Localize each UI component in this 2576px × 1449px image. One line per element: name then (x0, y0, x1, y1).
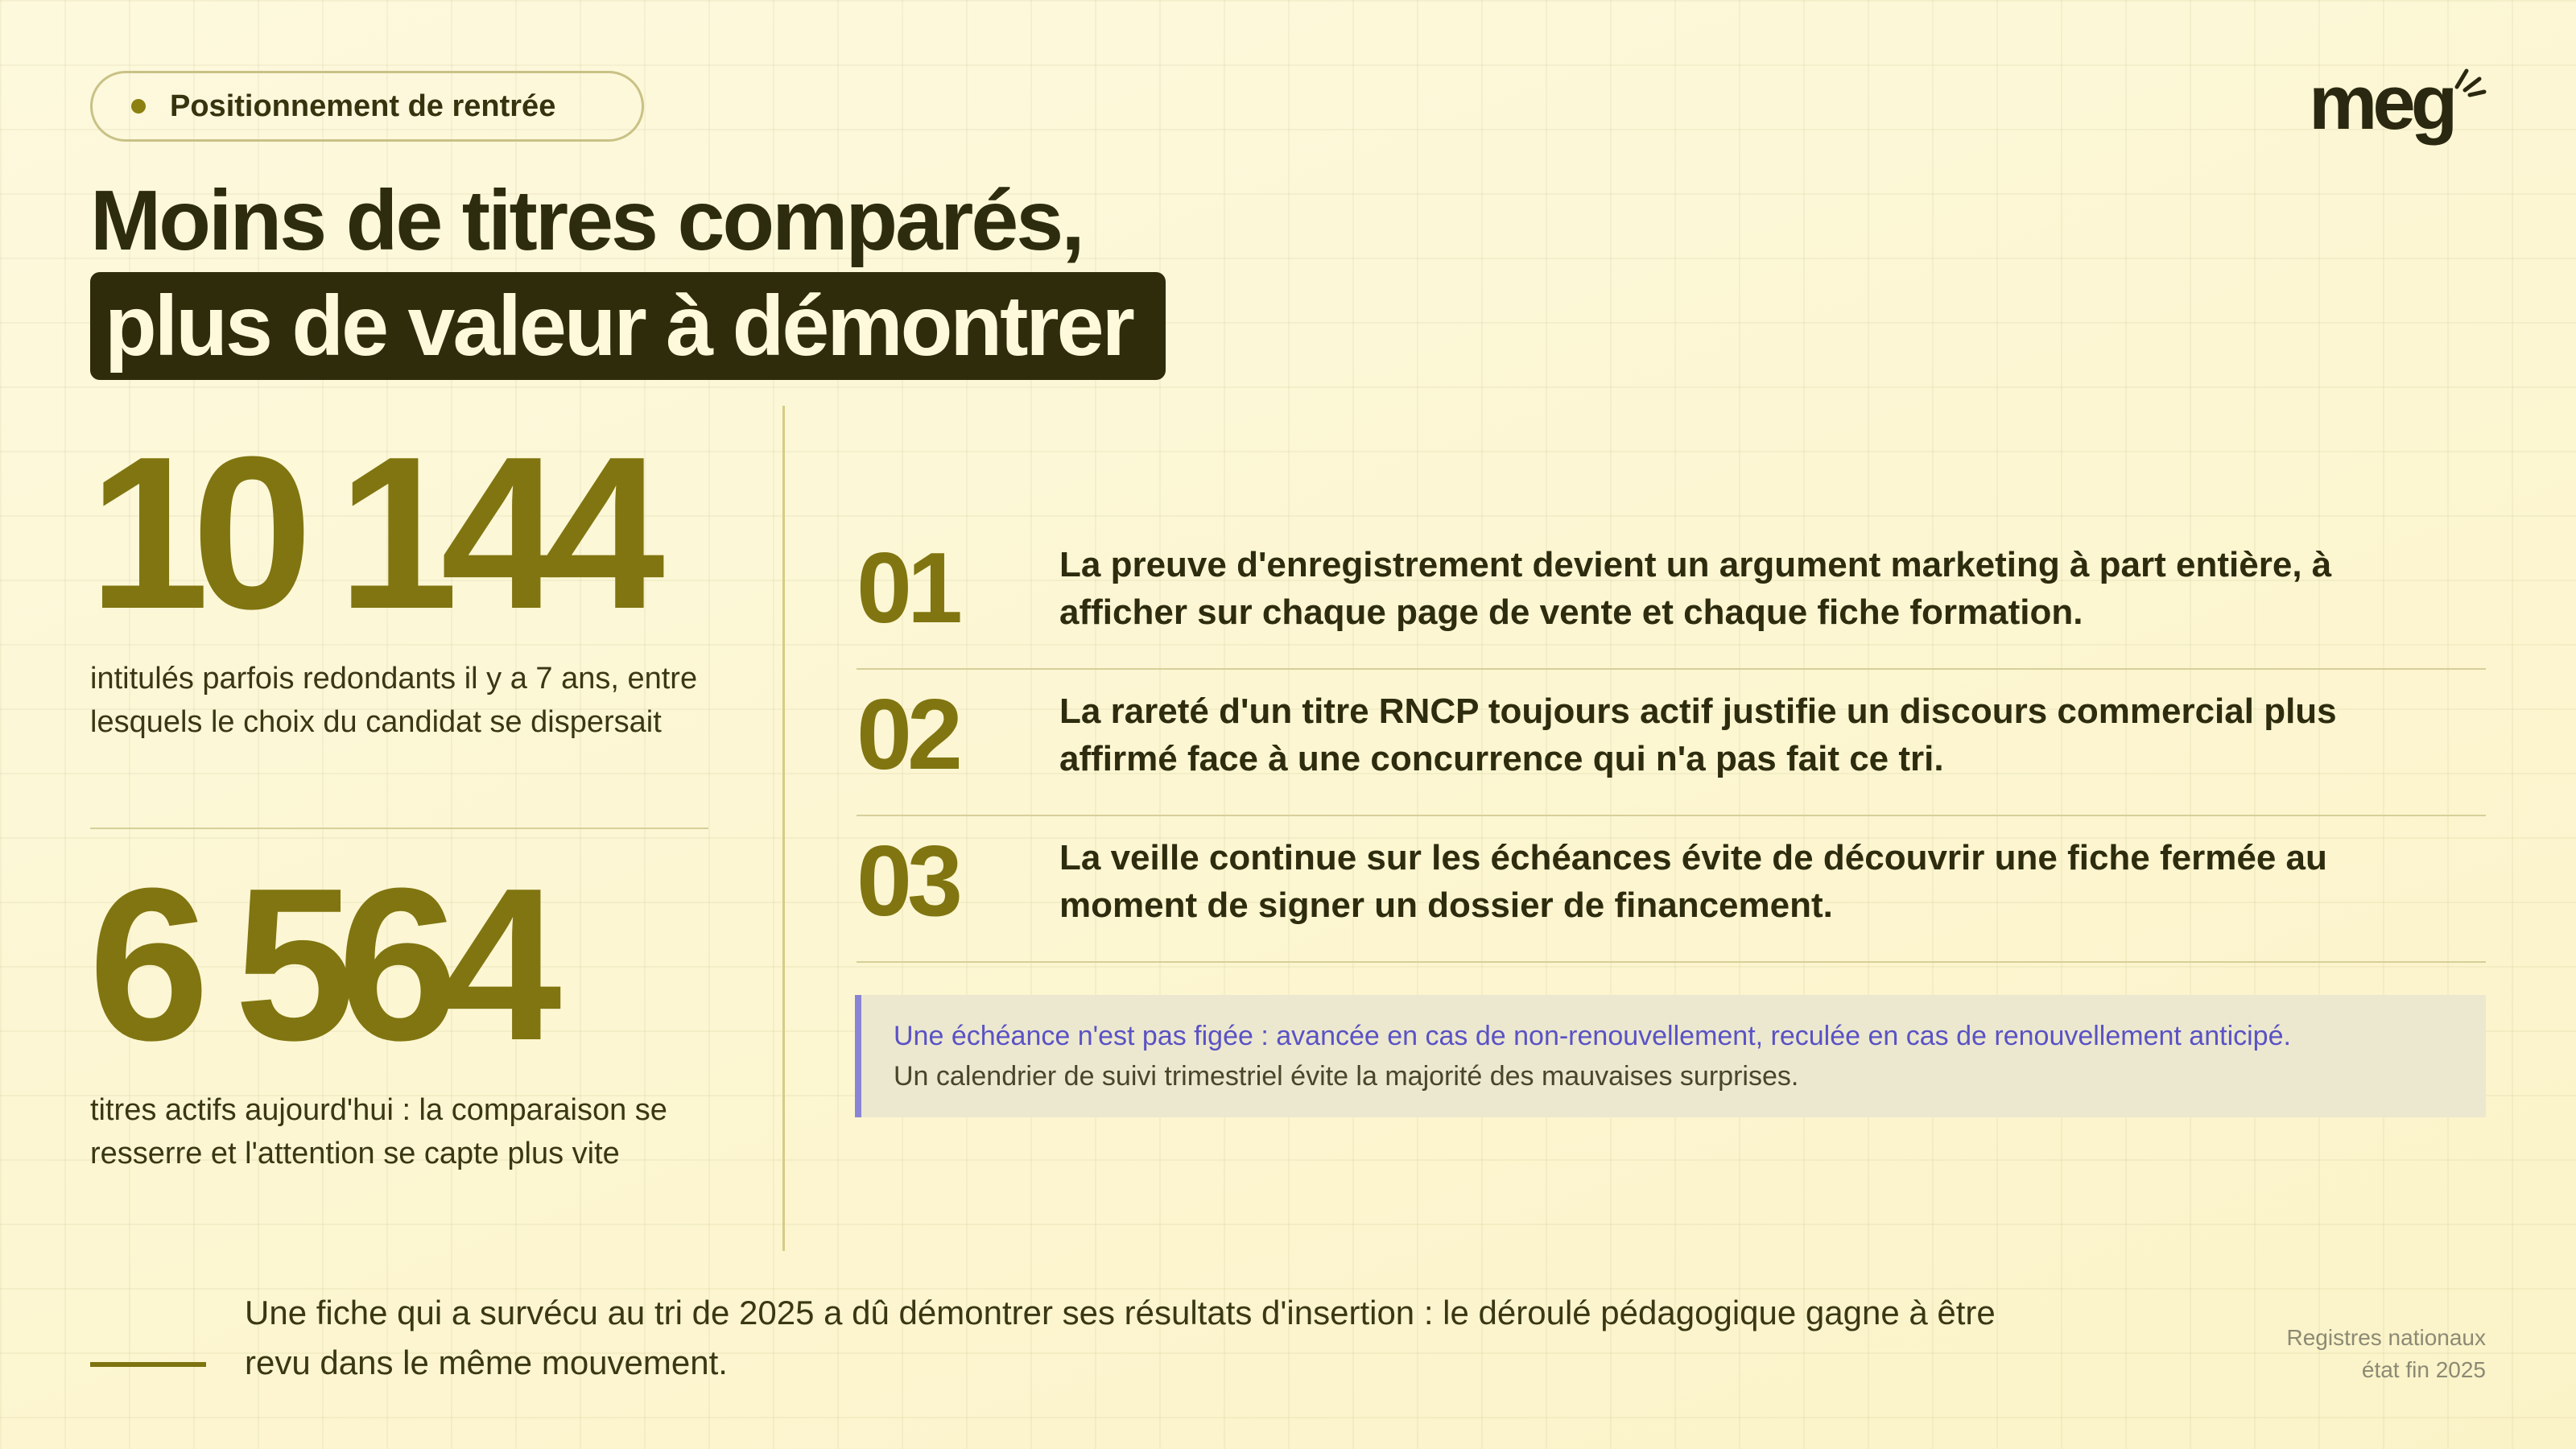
point-number: 03 (857, 826, 958, 937)
page-title-line-2 (90, 272, 1166, 380)
stat-value-before: 10 144 (89, 412, 647, 654)
stat-value-now: 6 564 (89, 844, 544, 1086)
note-callout (855, 995, 2486, 1117)
point-item (857, 662, 2486, 808)
point-text: La preuve d'enregistrement devient un argument marketing à part entière, à afficher sur chaque page de vente et chaque fiche formation. (1059, 545, 2332, 632)
logo-wordmark: meg (2309, 60, 2454, 146)
column-divider (782, 406, 785, 1251)
footer-accent-line (90, 1362, 206, 1367)
point-item (857, 515, 2486, 662)
page-title-line-1: Moins de titres comparés, (90, 173, 1083, 268)
note-highlight: Une échéance n'est pas figée : avancée en cas de non-renouvellement, reculée en cas de renouvellement anticipé. (894, 1021, 2291, 1051)
divider (857, 961, 2486, 963)
divider (90, 828, 708, 829)
point-item (857, 808, 2486, 955)
source-note (2287, 1322, 2486, 1386)
section-badge (90, 71, 644, 142)
stat-description-now: titres actifs aujourd'hui : la comparaison se resserre et l'attention se capte plus vite (90, 1093, 667, 1170)
footer-text: Une fiche qui a survécu au tri de 2025 a dû démontrer ses résultats d'insertion : le déroulé pédagogique gagne à être revu dans le même mouvement. (245, 1294, 1996, 1381)
section-badge-label: Positionnement de rentrée (170, 89, 556, 123)
note-text: Un calendrier de suivi trimestriel évite la majorité des mauvaises surprises. (894, 1061, 1799, 1092)
point-number: 02 (857, 679, 958, 791)
stat-description-before: intitulés parfois redondants il y a 7 ans, entre lesquels le choix du candidat se dispersait (90, 662, 698, 739)
page-title-highlight: plus de valeur à démontrer (105, 278, 1133, 374)
point-text: La veille continue sur les échéances évite de découvrir une fiche fermée au moment de signer un dossier de financement. (1059, 838, 2327, 925)
logo-spark-icon (2452, 66, 2487, 98)
brand-logo (2309, 60, 2486, 153)
point-text: La rareté d'un titre RNCP toujours actif justifie un discours commercial plus affirmé face à une concurrence qui n'a pas fait ce tri. (1059, 691, 2337, 778)
bullet-dot-icon (131, 99, 146, 114)
source-line-1: Registres nationaux (2286, 1325, 2486, 1350)
point-number: 01 (857, 533, 958, 644)
source-line-2: état fin 2025 (2361, 1357, 2486, 1382)
